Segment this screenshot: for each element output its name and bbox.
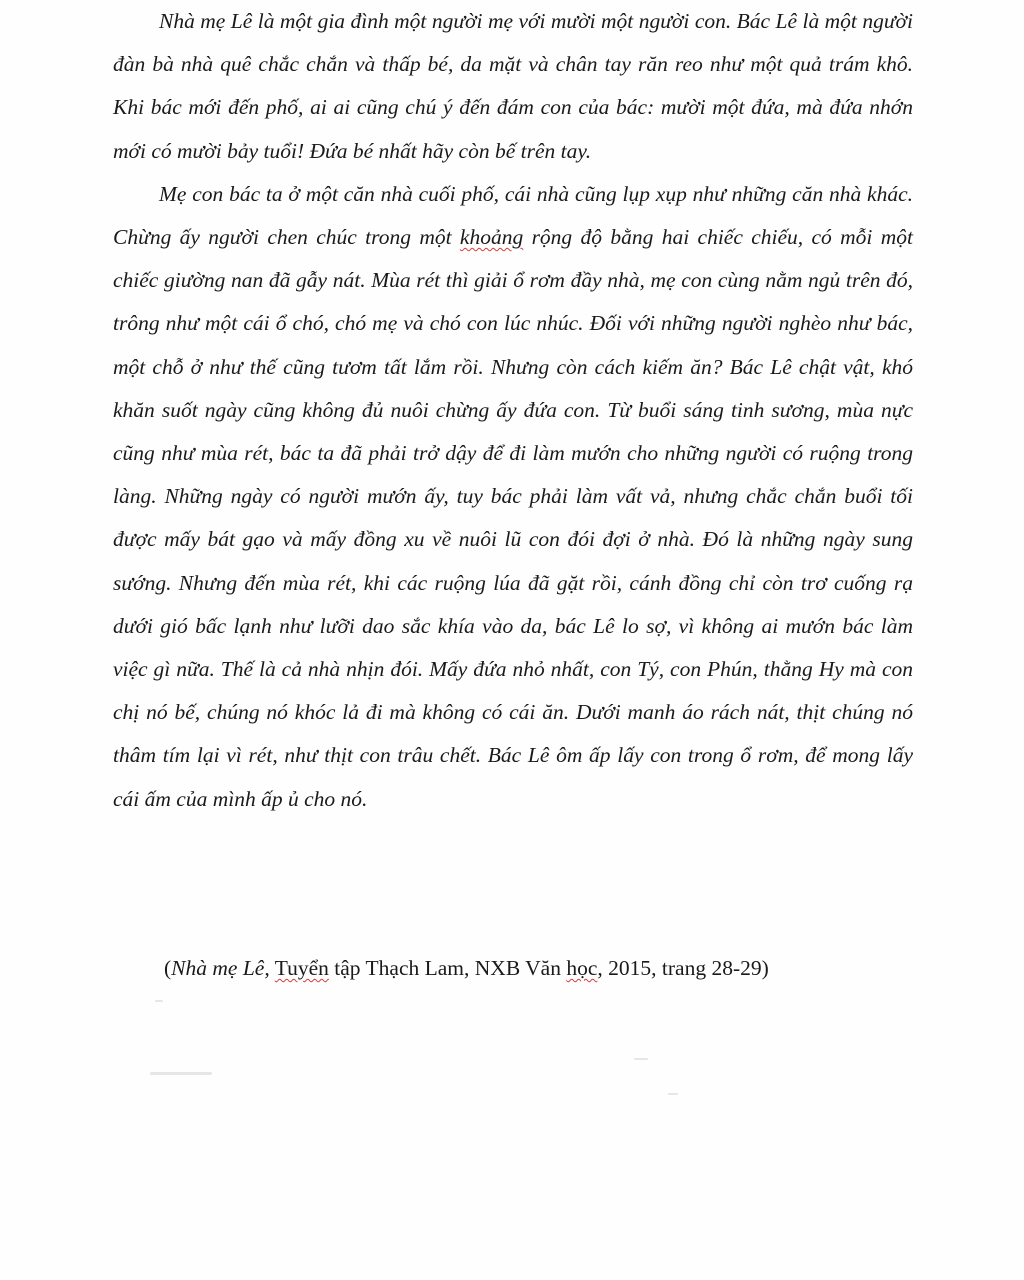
paragraph-2-text-start: Mẹ con bác ta ở một căn nhà cuối phố, cái nhà cũng lụp xụp như những căn nhà khác. Chừng ấy người chen chúc trong một — [113, 181, 913, 250]
spellcheck-flagged-word[interactable]: khoảng — [459, 225, 524, 250]
paragraph-2 — [113, 173, 913, 821]
citation-flagged-word-1[interactable]: Tuyển — [274, 956, 329, 980]
scan-speck — [668, 1093, 678, 1095]
paragraph-1 — [113, 0, 913, 173]
scan-speck — [155, 1000, 163, 1002]
citation-flagged-word-2[interactable]: học — [566, 956, 598, 980]
paragraph-2-text-end: rộng độ bằng hai chiếc chiếu, có mỗi một chiếc giường nan đã gẫy nát. Mùa rét thì giải ổ rơm đầy nhà, mẹ con cùng nằm ngủ trên đó, trông như một cái ổ chó, chó mẹ và chó con lúc nhúc. Đối với những người nghèo như bác, một chỗ ở như thế cũng tươm tất lắm rồi. Nhưng còn cách kiếm ăn? Bác Lê chật vật, khó khăn suốt ngày cũng không đủ nuôi chừng ấy đứa con. Từ buổi sáng tinh sương, mùa nực cũng như mùa rét, bác ta đã phải trở dậy để đi làm mướn cho những người có ruộng trong làng. Những ngày có người mướn ấy, tuy bác phải làm vất vả, nhưng chắc chắn buổi tối được mấy bát gạo và mấy đồng xu về nuôi lũ con đói đợi ở nhà. Đó là những ngày sung sướng. Nhưng đến mùa rét, khi các ruộng lúa đã gặt rồi, cánh đồng chỉ còn trơ cuống rạ dưới gió bấc lạnh như lưỡi dao sắc khía vào da, bác Lê lo sợ, vì không ai mướn bác làm việc gì nữa. Thế là cả nhà nhịn đói. Mấy đứa nhỏ nhất, con Tý, con Phún, thằng Hy mà con chị nó bế, chúng nó khóc lả đi mà không có cái ăn. Dưới manh áo rách nát, thịt chúng nó thâm tím lại vì rét, như thịt con trâu chết. Bác Lê ôm ấp lấy con trong ổ rơm, để mong lấy cái ấm của mình ấp ủ cho nó. — [113, 225, 913, 811]
citation-work-title: Nhà mẹ Lê, — [171, 956, 270, 980]
body-text — [113, 0, 913, 821]
citation-open-paren: ( — [164, 956, 172, 980]
scan-speck — [150, 1072, 212, 1075]
scan-speck — [634, 1058, 648, 1060]
citation-collection-text: tập Thạch Lam, NXB Văn — [328, 956, 567, 980]
paragraph-1-text: Nhà mẹ Lê là một gia đình một người mẹ với mười một người con. Bác Lê là một người đàn bà nhà quê chắc chắn và thấp bé, da mặt và chân tay răn reo như một quả trám khô. Khi bác mới đến phố, ai ai cũng chú ý đến đám con của bác: mười một đứa, mà đứa nhớn mới có mười bảy tuổi! Đứa bé nhất hãy còn bế trên tay. — [113, 9, 913, 163]
source-citation — [164, 948, 769, 988]
citation-tail: , 2015, trang 28-29) — [597, 956, 769, 980]
